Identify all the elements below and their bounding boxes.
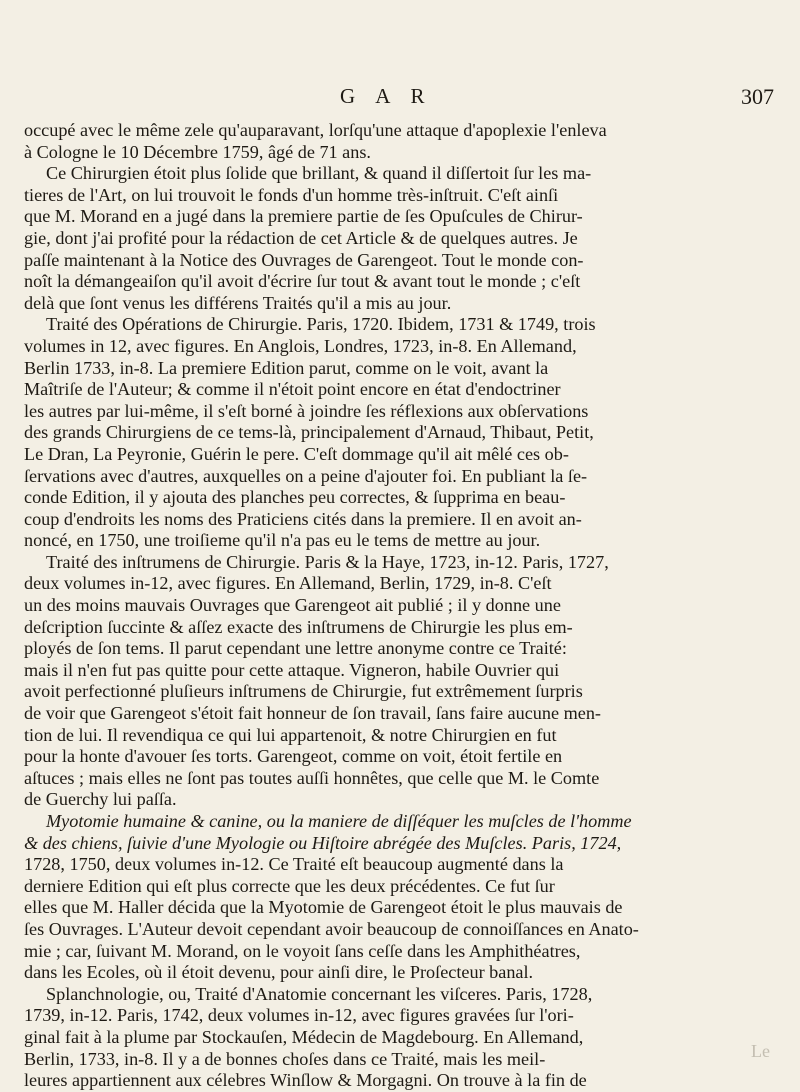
text-line: conde Edition, il y ajouta des planches peu correctes, & ſupprima en beau-	[24, 487, 566, 508]
text-line: leures appartiennent aux célebres Winſlow & Morgagni. On trouve à la fin de	[24, 1070, 587, 1091]
text-line: des grands Chirurgiens de ce tems-là, principalement d'Arnaud, Thibaut, Petit,	[24, 422, 594, 443]
entry-title-line: & des chiens, ſuivie d'une Myologie ou Hiſtoire abrégée des Muſcles. Paris, 1724,	[24, 832, 622, 853]
text-line: volumes in 12, avec figures. En Anglois, Londres, 1723, in-8. En Allemand,	[24, 335, 577, 356]
text-line: occupé avec le même zele qu'auparavant, lorſqu'une attaque d'apoplexie l'enleva	[24, 120, 607, 140]
text-line: dans les Ecoles, où il étoit devenu, pour ainſi dire, le Proſecteur banal.	[24, 962, 534, 983]
text-line: les autres par lui-même, il s'eſt borné à joindre ſes réflexions aux obſervations	[24, 400, 589, 421]
text-line: à Cologne le 10 Décembre 1759, âgé de 71 ans.	[24, 141, 371, 162]
text-line: 1739, in-12. Paris, 1742, deux volumes in-12, avec figures gravées ſur l'ori-	[24, 1005, 574, 1026]
text-line: de voir que Garengeot s'étoit fait honneur de ſon travail, ſans faire aucune men-	[24, 703, 601, 724]
text-line: pour la honte d'avouer ſes torts. Garengeot, comme on voit, étoit fertile en	[24, 746, 563, 767]
running-head	[0, 84, 800, 112]
text-line: tion de lui. Il revendiqua ce qui lui appartenoit, & notre Chirurgien en fut	[24, 724, 557, 745]
text-line: Berlin, 1733, in-8. Il y a de bonnes choſes dans ce Traité, mais les meil-	[24, 1048, 546, 1069]
text-line: Le Dran, La Peyronie, Guérin le pere. C'eſt dommage qu'il ait mêlé ces ob-	[24, 443, 569, 464]
text-line: deſcription ſuccinte & aſſez exacte des inſtrumens de Chirurgie les plus em-	[24, 616, 573, 637]
entry-title-line: Splanchnologie, ou, Traité d'Anatomie concernant les viſceres. Paris, 1728,	[46, 983, 593, 1004]
entry-title-line: Myotomie humaine & canine, ou la maniere de diſſéquer les muſcles de l'homme	[46, 811, 632, 831]
text-line: tieres de l'Art, on lui trouvoit le fonds d'un homme très-inſtruit. C'eſt ainſi	[24, 184, 559, 205]
text-line: aſtuces ; mais elles ne ſont pas toutes auſſi honnêtes, que celle que M. le Comte	[24, 767, 600, 788]
text-line: coup d'endroits les noms des Praticiens cités dans la premiere. Il en avoit an-	[24, 508, 582, 529]
page-number: 307	[741, 84, 774, 109]
body-text	[24, 120, 778, 1092]
text-line: que M. Morand en a jugé dans la premiere partie de ſes Opuſcules de Chirur-	[24, 206, 583, 227]
text-line: ſes Ouvrages. L'Auteur devoit cependant avoir beaucoup de connoiſſances en Anato-	[24, 918, 639, 939]
text-line: derniere Edition qui eſt plus correcte que les deux précédentes. Ce fut ſur	[24, 875, 555, 896]
text-line: un des moins mauvais Ouvrages que Garengeot ait publié ; il y donne une	[24, 595, 561, 616]
text-line: ſervations avec d'autres, auxquelles on a peine d'ajouter foi. En publiant la ſe-	[24, 465, 588, 486]
text-line: deux volumes in-12, avec figures. En Allemand, Berlin, 1729, in-8. C'eſt	[24, 573, 552, 594]
text-line: noncé, en 1750, une troiſieme qu'il n'a pas eu le tems de mettre au jour.	[24, 530, 541, 551]
text-line: Berlin 1733, in-8. La premiere Edition parut, comme on le voit, avant la	[24, 357, 549, 378]
text-line: paſſe maintenant à la Notice des Ouvrages de Garengeot. Tout le monde con-	[24, 249, 584, 270]
text-line: ployés de ſon tems. Il parut cependant une lettre anonyme contre ce Traité:	[24, 638, 567, 659]
entry-title-line: Traité des inſtrumens de Chirurgie. Paris & la Haye, 1723, in-12. Paris, 1727,	[46, 551, 609, 572]
text-line: ginal fait à la plume par Stockauſen, Médecin de Magdebourg. En Allemand,	[24, 1026, 584, 1047]
text-line: mais il n'en fut pas quitte pour cette attaque. Vigneron, habile Ouvrier qui	[24, 659, 560, 680]
text-line: delà que ſont venus les différens Traités qu'il a mis au jour.	[24, 292, 452, 313]
text-line: noît la démangeaiſon qu'il avoit d'écrire ſur tout & avant tout le monde ; c'eſt	[24, 271, 581, 292]
running-title: G A R	[340, 84, 433, 108]
text-line: de Guerchy lui paſſa.	[24, 789, 177, 810]
text-line: avoit perfectionné pluſieurs inſtrumens de Chirurgie, fut extrêmement ſurpris	[24, 681, 583, 702]
entry-title-line: Traité des Opérations de Chirurgie. Paris, 1720. Ibidem, 1731 & 1749, trois	[46, 314, 596, 335]
text-line: elles que M. Haller décida que la Myotomie de Garengeot étoit le plus mauvais de	[24, 897, 623, 918]
text-line: Ce Chirurgien étoit plus ſolide que brillant, & quand il diſſertoit ſur les ma-	[46, 163, 592, 184]
text-line: mie ; car, ſuivant M. Morand, on le voyoit ſans ceſſe dans les Amphithéatres,	[24, 940, 581, 961]
text-line: Maîtriſe de l'Auteur; & comme il n'étoit point encore en état d'endoctriner	[24, 379, 561, 400]
text-line: 1728, 1750, deux volumes in-12. Ce Traité eſt beaucoup augmenté dans la	[24, 854, 564, 875]
text-line: gie, dont j'ai profité pour la rédaction de cet Article & de quelques autres. Je	[24, 227, 578, 248]
catchword: Le	[751, 1041, 770, 1061]
